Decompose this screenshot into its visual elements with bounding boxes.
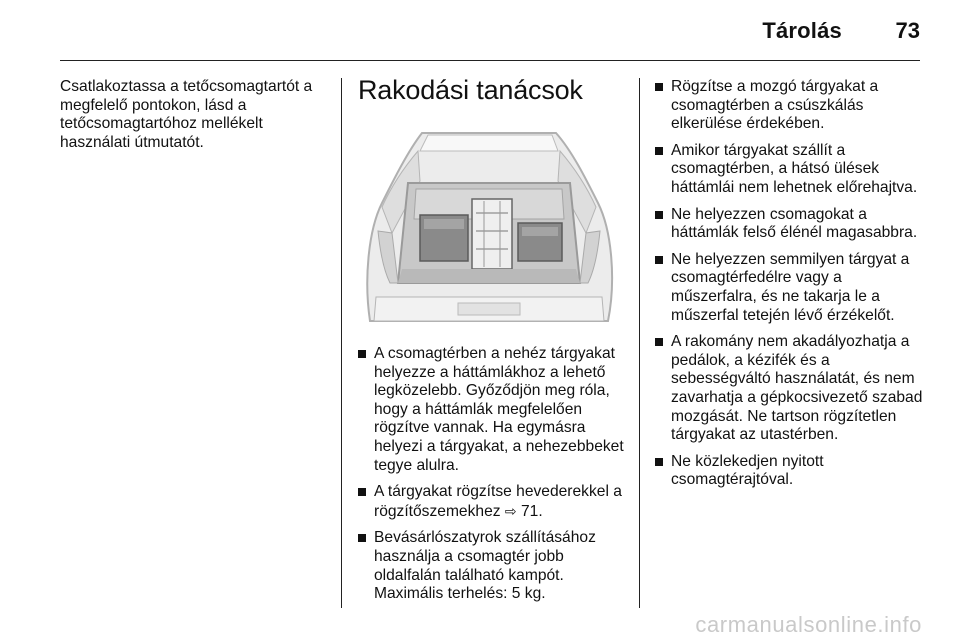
list-item	[358, 529, 626, 603]
car-trunk-icon	[358, 121, 620, 333]
column-divider-right	[639, 78, 640, 608]
list-item-text: Ne közlekedjen nyitott csomagtérajtóval.	[671, 452, 824, 489]
bullet-square-icon	[358, 350, 366, 358]
bullet-square-icon	[655, 338, 663, 346]
bullet-square-icon	[358, 488, 366, 496]
list-item-text: A rakomány nem akadályozhatja a pedálok, a kézifék és a sebességváltó használatát, és nem zavarhatja a gépkocsivezető szabad mozgását. Ne tartson rögzítetlen tárgyakat az utastérben.	[671, 333, 923, 444]
bullet-square-icon	[655, 211, 663, 219]
bullet-square-icon	[358, 534, 366, 542]
list-item-text: Amikor tárgyakat szállít a csomagtérben, a hátsó ülések háttámlái nem lehetnek előrehajtva.	[671, 141, 918, 196]
list-item-text: Bevásárlószatyrok szállításához használja a csomagtér jobb oldalfalán található kampót. Maximális terhelés: 5 kg.	[374, 529, 596, 603]
list-item	[655, 251, 925, 325]
list-item	[655, 142, 925, 198]
page-reference-link[interactable]: 71.	[520, 502, 543, 520]
list-item-text: A csomagtérben a nehéz tárgyakat helyezze a háttámlákhoz a lehető legközelebb. Győződjön meg róla, hogy a háttámlák megfelelően rögzítve vannak. Ha egymásra helyezi a tárgyakat, a nehezebbeket tegye alulra.	[374, 345, 624, 474]
list-item-text: A tárgyakat rögzítse hevederekkel a rögzítőszemekhez	[374, 483, 622, 520]
list-item	[655, 333, 925, 445]
bullet-square-icon	[655, 83, 663, 91]
loading-tips-list-middle	[358, 345, 626, 604]
bullet-square-icon	[655, 256, 663, 264]
list-item	[358, 483, 626, 521]
roof-rack-paragraph: Csatlakoztassa a tetőcsomagtartót a megfelelő pontokon, lásd a tetőcsomagtartóhoz mellékelt használati útmutatót.	[60, 78, 313, 151]
page-title: Tárolás	[762, 18, 842, 43]
column-left	[60, 78, 332, 152]
bullet-square-icon	[655, 458, 663, 466]
list-item	[655, 78, 925, 134]
header-divider	[60, 60, 920, 61]
list-item-text: Ne helyezzen semmilyen tárgyat a csomagtérfedélre vagy a műszerfalra, és ne takarja le a műszerfal tetején lévő érzékelőt.	[671, 250, 910, 324]
column-middle	[358, 75, 626, 612]
bullet-square-icon	[655, 147, 663, 155]
list-item	[358, 345, 626, 475]
column-divider-left	[341, 78, 342, 608]
loading-tips-list-right	[655, 78, 925, 490]
watermark: carmanualsonline.info	[695, 612, 922, 637]
car-trunk-loaded-illustration	[358, 121, 620, 333]
page-number: 73	[895, 18, 920, 43]
list-item	[655, 453, 925, 490]
list-item-text: Rögzítse a mozgó tárgyakat a csomagtérben a csúszkálás elkerülése érdekében.	[671, 78, 879, 133]
page-reference-arrow-icon: ⇨	[504, 502, 517, 519]
list-item-text: Ne helyezzen csomagokat a háttámlák felső élénél magasabbra.	[671, 205, 918, 242]
page-header	[0, 0, 960, 60]
column-right	[655, 78, 925, 498]
section-heading: Rakodási tanácsok	[358, 75, 583, 105]
list-item	[655, 206, 925, 243]
